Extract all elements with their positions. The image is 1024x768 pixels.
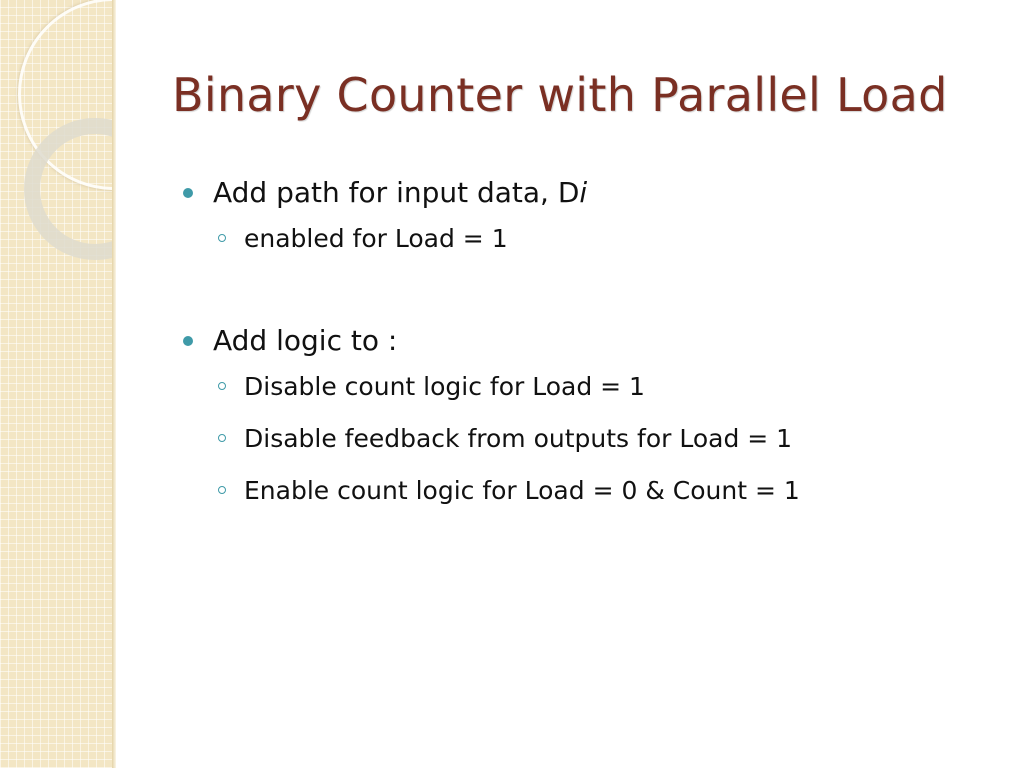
slide-title: Binary Counter with Parallel Load [172,68,948,122]
slide-body [183,170,983,510]
sub-bullet-text: Disable feedback from outputs for Load = 1 [244,424,793,453]
bullet-dot-icon [183,336,193,346]
bullet-italic-suffix: i [579,176,588,209]
sub-bullet-ring-icon [218,486,226,494]
sub-bullet-item [183,220,983,258]
sub-bullet-item [183,472,983,510]
sub-bullet-ring-icon [218,234,226,242]
bullet-dot-icon [183,188,193,198]
sub-bullet-item [183,420,983,458]
sub-bullet-item [183,368,983,406]
sub-bullet-ring-icon [218,382,226,390]
sub-bullet-ring-icon [218,434,226,442]
sub-bullet-list [183,368,983,510]
sub-bullet-text: Enable count logic for Load = 0 & Count = 1 [244,476,800,505]
sub-bullet-text: Disable count logic for Load = 1 [244,372,645,401]
side-band-edge [112,0,116,768]
decorative-side-band [0,0,112,768]
bullet-text: Add path for input data, D [213,176,580,209]
bullet-item [183,318,983,364]
bullet-item [183,170,983,216]
sub-bullet-text: enabled for Load = 1 [244,224,508,253]
bullet-text: Add logic to : [213,324,398,357]
